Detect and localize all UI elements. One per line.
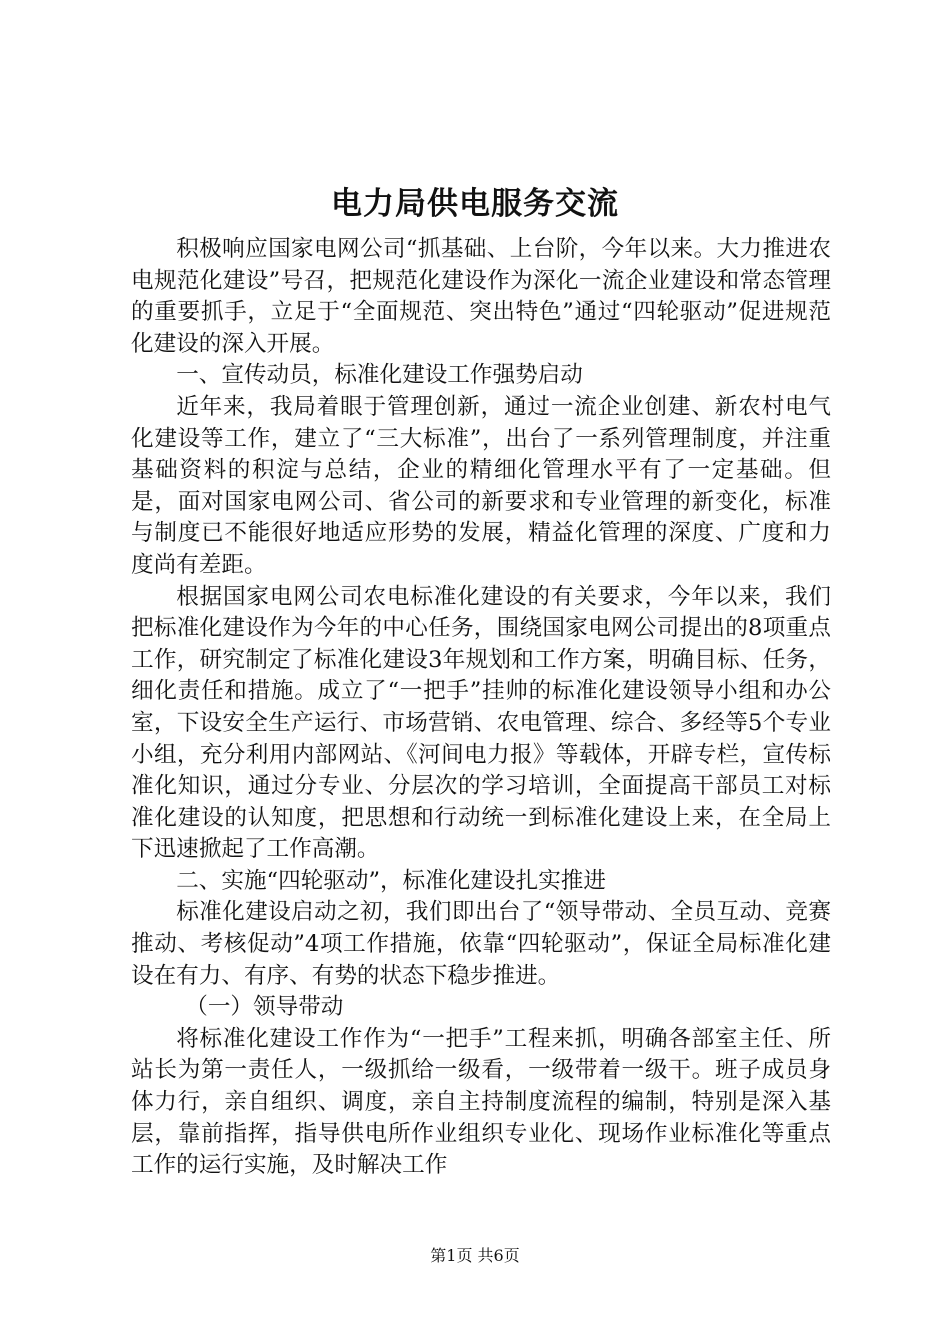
page-footer: 第1页 共6页 bbox=[430, 1246, 520, 1265]
document-title: 电力局供电服务交流 bbox=[331, 186, 619, 222]
paragraph-intro: 积极响应国家电网公司“抓基础、上台阶，今年以来。大力推进农电规范化建设”号召，把规范化建设作为深化一流企业建设和常态管理的重要抓手，立足于“全面规范、突出特色”通过“四轮驱动”促进规范化建设的深入开展。 bbox=[131, 236, 831, 357]
paragraph-subsection-1: 将标准化建设工作作为“一把手”工程来抓，明确各部室主任、所站长为第一责任人，一级抓给一级看，一级带着一级干。班子成员身体力行，亲自组织、调度，亲自主持制度流程的编制，特别是深入基层，靠前指挥，指导供电所作业组织专业化、现场作业标准化等重点工作的运行实施，及时解决工作 bbox=[131, 1025, 831, 1179]
paragraph-section-2: 标准化建设启动之初，我们即出台了“领导带动、全员互动、竞赛推动、考核促动”4项工作措施，依靠“四轮驱动”，保证全局标准化建设在有力、有序、有势的状态下稳步推进。 bbox=[131, 899, 831, 989]
paragraph-section-1-a: 近年来，我局着眼于管理创新，通过一流企业创建、新农村电气化建设等工作，建立了“三大标准”，出台了一系列管理制度，并注重基础资料的积淀与总结，企业的精细化管理水平有了一定基础。但是，面对国家电网公司、省公司的新要求和专业管理的新变化，标准与制度已不能很好地适应形势的发展，精益化管理的深度、广度和力度尚有差距。 bbox=[131, 393, 831, 578]
subsection-heading-1: （一）领导带动 bbox=[185, 994, 344, 1021]
section-heading-1: 一、宣传动员，标准化建设工作强势启动 bbox=[176, 362, 583, 389]
document-body bbox=[131, 234, 831, 1182]
paragraph-section-1-b: 根据国家电网公司农电标准化建设的有关要求，今年以来，我们把标准化建设作为今年的中心任务，围绕国家电网公司提出的8项重点工作，研究制定了标准化建设3年规划和工作方案，明确目标、任务，细化责任和措施。成立了“一把手”挂帅的标准化建设领导小组和办公室，下设安全生产运行、市场营销、农电管理、综合、多经等5个专业小组，充分利用内部网站、《河间电力报》等载体，开辟专栏，宣传标准化知识，通过分专业、分层次的学习培训，全面提高干部员工对标准化建设的认知度，把思想和行动统一到标准化建设上来，在全局上下迅速掀起了工作高潮。 bbox=[131, 583, 831, 863]
section-heading-2: 二、实施“四轮驱动”，标准化建设扎实推进 bbox=[176, 867, 606, 894]
